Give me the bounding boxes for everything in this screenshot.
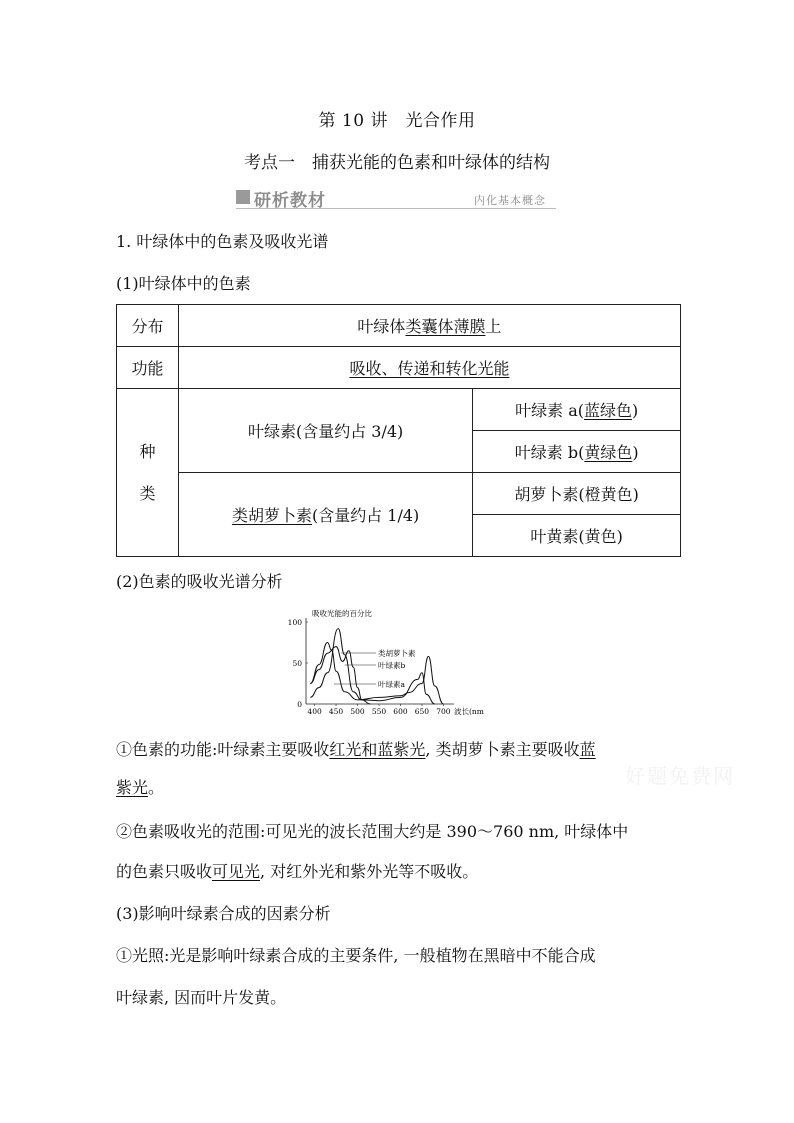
table-label-types: 种 类: [117, 389, 179, 557]
table-cell-chlorophyll: 叶绿素(含量约占 3/4): [178, 389, 472, 473]
subsection-heading-3: (3)影响叶绿素合成的因素分析: [116, 904, 331, 923]
series-carotenoid-line: [310, 647, 370, 704]
chart-xlabel: 波长(nm): [454, 707, 484, 716]
y-tick-label: 50: [292, 659, 302, 668]
chart-title: 吸收光能的百分比: [312, 609, 372, 618]
lesson-title: 第 10 讲 光合作用: [318, 111, 476, 131]
chart-svg: [284, 606, 484, 724]
table-cell-carotene: 胡萝卜素(橙黄色): [473, 473, 681, 515]
section-banner: [236, 186, 556, 212]
point-1-line-1: ①色素的功能:叶绿素主要吸收红光和蓝紫光, 类胡萝卜素主要吸收蓝: [116, 740, 596, 759]
section-heading: 1. 叶绿体中的色素及吸收光谱: [116, 232, 329, 251]
point-2-line-1: ②色素吸收光的范围:可见光的波长范围大约是 390～760 nm, 叶绿体中: [116, 822, 629, 841]
x-tick-label: 550: [371, 707, 387, 716]
watermark: 好题免费网: [625, 764, 735, 788]
pigment-table: [116, 304, 681, 557]
table-cell-xanthophyll: 叶黄素(黄色): [473, 515, 681, 557]
absorption-spectrum-chart: [284, 606, 484, 724]
banner-square-icon: [236, 190, 250, 204]
light-line-1: ①光照:光是影响叶绿素合成的主要条件, 一般植物在黑暗中不能合成: [116, 946, 596, 965]
point-2-line-2: 的色素只吸收可见光, 对红外光和紫外光等不吸收。: [116, 862, 479, 881]
legend-chlorophyll-a: 叶绿素a: [378, 680, 405, 689]
x-tick-label: 450: [328, 707, 344, 716]
table-value-distribution: 叶绿体类囊体薄膜上: [178, 305, 680, 347]
table-cell-carotenoid: 类胡萝卜素(含量约占 1/4): [178, 473, 472, 557]
y-tick-label: 100: [287, 618, 302, 627]
table-cell-chla: 叶绿素 a(蓝绿色): [473, 389, 681, 431]
banner-rule: [236, 208, 556, 209]
series-chlorophyll-b-line: [310, 629, 435, 704]
table-value-function: 吸收、传递和转化光能: [178, 347, 680, 389]
topic-title: 考点一 捕获光能的色素和叶绿体的结构: [244, 153, 550, 173]
point-1-line-2: 紫光。: [116, 778, 165, 797]
x-tick-label: 650: [414, 707, 430, 716]
table-label-distribution: 分布: [117, 305, 179, 347]
x-tick-label: 400: [307, 707, 322, 716]
x-tick-label: 500: [350, 707, 365, 716]
x-tick-label: 600: [393, 707, 408, 716]
x-tick-label: 700: [436, 707, 451, 716]
legend-chlorophyll-b: 叶绿素b: [378, 661, 406, 670]
banner-right-label: 内化基本概念: [474, 194, 546, 207]
table-cell-chlb: 叶绿素 b(黄绿色): [473, 431, 681, 473]
y-tick-label: 0: [297, 700, 302, 709]
subsection-heading-2: (2)色素的吸收光谱分析: [116, 572, 283, 591]
legend-carotenoid: 类胡萝卜素: [378, 649, 416, 658]
subsection-heading-1: (1)叶绿体中的色素: [116, 274, 251, 293]
banner-left-label: 研析教材: [254, 191, 326, 211]
table-label-function: 功能: [117, 347, 179, 389]
light-line-2: 叶绿素, 因而叶片发黄。: [116, 988, 287, 1007]
